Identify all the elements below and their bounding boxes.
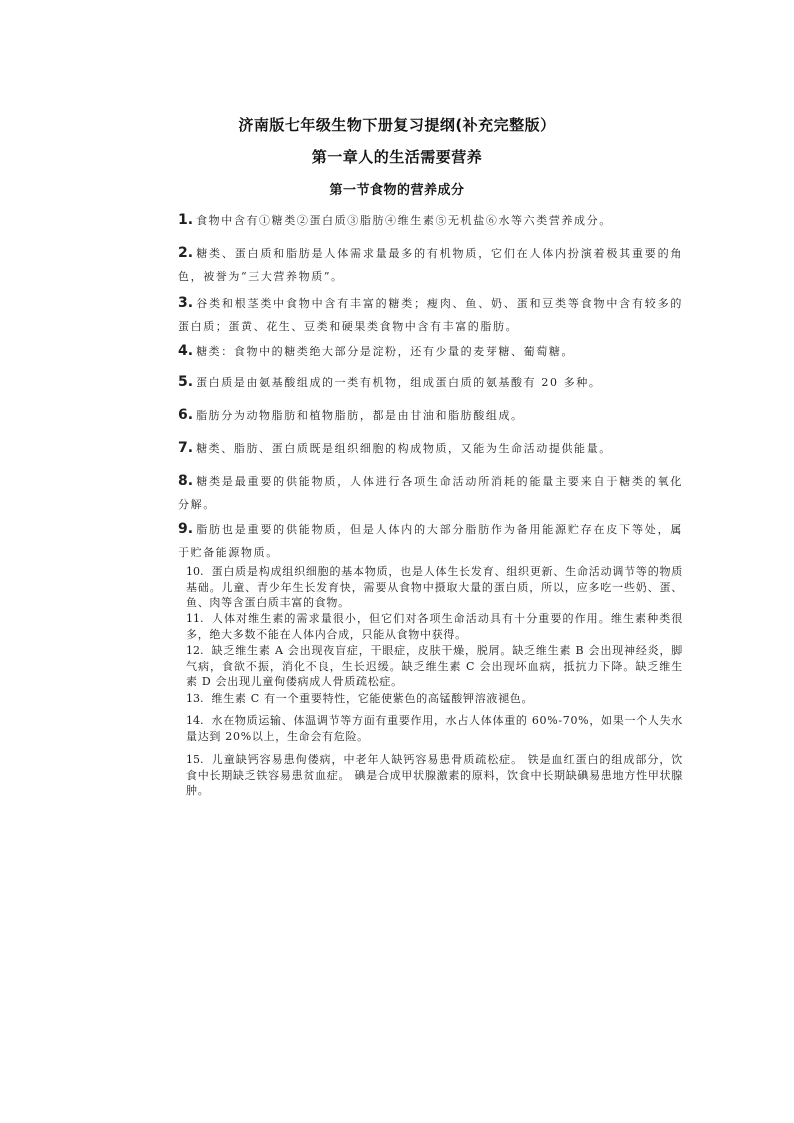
item-number: 12. xyxy=(186,644,204,657)
item-number: 15. xyxy=(186,753,204,766)
item-text: 维生素 C 有一个重要特性，它能使紫色的高锰酸钾溶液褪色。 xyxy=(211,692,534,705)
item-text: 脂肪分为动物脂肪和植物脂肪，都是由甘油和脂肪酸组成。 xyxy=(196,409,524,422)
list-item xyxy=(186,691,683,707)
list-item xyxy=(186,713,683,744)
list-item xyxy=(186,564,683,611)
item-text: 蛋白质是由氨基酸组成的一类有机物，组成蛋白质的氨基酸有 20 多种。 xyxy=(196,376,602,389)
item-number: 1. xyxy=(178,212,194,228)
item-number: 13. xyxy=(186,692,204,705)
section-title: 第一节食物的营养成分 xyxy=(329,183,465,198)
item-number: 5. xyxy=(178,374,194,390)
list-item xyxy=(178,371,683,394)
item-text: 水在物质运输、体温调节等方面有重要作用，水占人体体重的 60%-70%，如果一个人失水量达到 20%以上，生命会有危险。 xyxy=(186,714,683,743)
item-text: 蛋白质是构成组织细胞的基本物质，也是人体生长发育、组织更新、生命活动调节等的物质基础。儿童、青少年生长发育快，需要从食物中摄取大量的蛋白质，所以，应多吃一些奶、蛋、鱼、肉等含蛋白质丰富的食物。 xyxy=(186,565,683,610)
item-number: 8. xyxy=(178,473,194,489)
list-item xyxy=(178,470,683,516)
list-item xyxy=(178,242,683,288)
item-number: 3. xyxy=(178,295,194,311)
list-item xyxy=(178,292,683,338)
item-text: 糖类是最重要的供能物质，人体进行各项生命活动所消耗的能量主要来自于糖类的氧化分解。 xyxy=(178,475,683,511)
list-item xyxy=(186,611,683,642)
item-number: 2. xyxy=(178,245,194,261)
item-number: 11. xyxy=(186,612,204,625)
document-title: 济南版七年级生物下册复习提纲(补充完整版） xyxy=(238,116,556,134)
item-text: 谷类和根茎类中食物中含有丰富的糖类；瘦肉、鱼、奶、蛋和豆类等食物中含有较多的蛋白质；蛋黄、花生、豆类和硬果类食物中含有丰富的脂肪。 xyxy=(178,297,683,333)
list-item xyxy=(178,518,683,564)
list-item xyxy=(186,752,683,799)
item-text: 人体对维生素的需求量很小，但它们对各项生命活动具有十分重要的作用。维生素种类很多，绝大多数不能在人体内合成，只能从食物中获得。 xyxy=(186,612,683,641)
item-number: 7. xyxy=(178,440,194,456)
list-item xyxy=(178,209,683,232)
item-text: 食物中含有①糖类②蛋白质③脂肪④维生素⑤无机盐⑥水等六类营养成分。 xyxy=(196,214,612,227)
item-text: 缺乏维生素 A 会出现夜盲症，干眼症，皮肤干燥，脱屑。缺乏维生素 B 会出现神经炎，脚气病，食欲不振，消化不良，生长迟缓。缺乏维生素 C 会出现坏血病，抵抗力下降。缺乏维生素 D 会出现儿童佝偻病成人骨质疏松症。 xyxy=(186,644,683,689)
list-item xyxy=(186,643,683,690)
item-number: 9. xyxy=(178,521,194,537)
list-item xyxy=(178,437,683,460)
item-number: 14. xyxy=(186,714,204,727)
item-text: 儿童缺钙容易患佝偻病，中老年人缺钙容易患骨质疏松症。 铁是血红蛋白的组成部分，饮食中长期缺乏铁容易患贫血症。 碘是合成甲状腺激素的原料，饮食中长期缺碘易患地方性甲状腺肿。 xyxy=(186,753,683,798)
item-text: 糖类、蛋白质和脂肪是人体需求量最多的有机物质，它们在人体内扮演着极其重要的角色，被誉为“三大营养物质”。 xyxy=(178,247,683,283)
item-number: 4. xyxy=(178,343,194,359)
item-text: 脂肪也是重要的供能物质，但是人体内的大部分脂肪作为备用能源贮存在皮下等处，属于贮备能源物质。 xyxy=(178,523,683,559)
list-item xyxy=(178,404,683,427)
list-item xyxy=(178,340,683,363)
item-number: 6. xyxy=(178,407,194,423)
item-text: 糖类、脂肪、蛋白质既是组织细胞的构成物质，又能为生命活动提供能量。 xyxy=(196,442,612,455)
chapter-title: 第一章人的生活需要营养 xyxy=(311,148,483,166)
item-text: 糖类：食物中的糖类绝大部分是淀粉，还有少量的麦芽糖、葡萄糖。 xyxy=(196,345,575,358)
item-number: 10. xyxy=(186,565,204,578)
